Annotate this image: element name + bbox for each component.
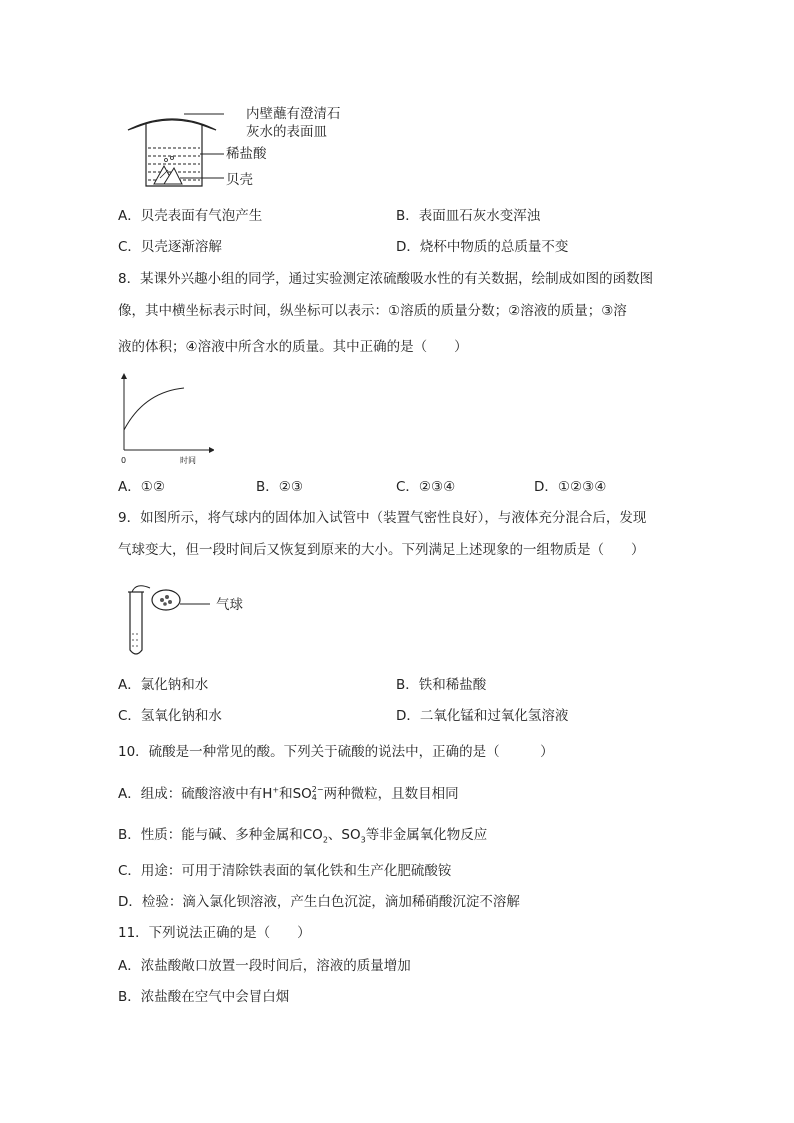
q8-option-c: C．②③④ bbox=[396, 479, 456, 495]
q9-option-d: D．二氧化锰和过氧化氢溶液 bbox=[396, 708, 569, 724]
dish-label-line2: 灰水的表面皿 bbox=[246, 124, 327, 140]
dish-label-line1: 内壁蘸有澄清石 bbox=[246, 106, 341, 122]
q9-option-b: B．铁和稀盐酸 bbox=[396, 677, 487, 693]
q10-option-a-pre: A．组成：硫酸溶液中有H bbox=[118, 786, 273, 802]
q10-option-d: D．检验：滴入氯化钡溶液，产生白色沉淀，滴加稀硝酸沉淀不溶解 bbox=[118, 894, 520, 910]
q7-option-d: D．烧杯中物质的总质量不变 bbox=[396, 239, 569, 255]
q8-option-a: A．①② bbox=[118, 479, 165, 495]
q10-option-b-mid: 、SO bbox=[327, 827, 361, 843]
beaker-figure bbox=[124, 108, 224, 192]
q9-option-c: C．氢氧化钠和水 bbox=[118, 708, 222, 724]
test-tube-figure bbox=[124, 578, 224, 662]
q10-option-b-sub1: 2 bbox=[322, 835, 328, 845]
q11-option-b: B．浓盐酸在空气中会冒白烟 bbox=[118, 989, 290, 1005]
q8-stem-line1: 8．某课外兴趣小组的同学，通过实验测定浓硫酸吸水性的有关数据，绘制成如图的函数图 bbox=[118, 271, 654, 287]
q8-origin-label: 0 bbox=[121, 456, 127, 465]
balloon-label: 气球 bbox=[216, 597, 243, 613]
q7-option-c: C．贝壳逐渐溶解 bbox=[118, 239, 222, 255]
q11-stem: 11．下列说法正确的是（ ） bbox=[118, 925, 311, 941]
q10-option-b-pre: B．性质：能与碱、多种金属和CO bbox=[118, 827, 323, 843]
q8-x-label: 时间 bbox=[180, 456, 196, 465]
q8-graph bbox=[114, 372, 214, 464]
q10-option-a bbox=[118, 785, 459, 803]
shell-label: 贝壳 bbox=[226, 172, 253, 188]
balloon bbox=[152, 590, 180, 610]
acid-label: 稀盐酸 bbox=[226, 146, 267, 162]
q10-option-a-sup2: 2− bbox=[311, 785, 324, 794]
q10-option-b bbox=[118, 826, 487, 844]
q8-stem-line2: 像，其中横坐标表示时间，纵坐标可以表示：①溶质的质量分数；②溶液的质量；③溶 bbox=[118, 303, 627, 319]
q8-stem-line3: 液的体积；④溶液中所含水的质量。其中正确的是（ ） bbox=[118, 339, 468, 355]
q7-option-a: A．贝壳表面有气泡产生 bbox=[118, 208, 263, 224]
q10-option-a-sub: 4 bbox=[311, 793, 317, 802]
q11-option-a: A．浓盐酸敞口放置一段时间后，溶液的质量增加 bbox=[118, 958, 411, 974]
q10-stem: 10．硫酸是一种常见的酸。下列关于硫酸的说法中，正确的是（ ） bbox=[118, 744, 554, 760]
test-tube bbox=[130, 592, 142, 654]
q9-stem-line2: 气球变大，但一段时间后又恢复到原来的大小。下列满足上述现象的一组物质是（ ） bbox=[118, 542, 645, 558]
q10-option-a-mid: 和SO bbox=[279, 786, 312, 802]
q7-option-b: B．表面皿石灰水变浑浊 bbox=[396, 208, 541, 224]
q10-option-c: C．用途：可用于清除铁表面的氧化铁和生产化肥硫酸铵 bbox=[118, 863, 452, 879]
q8-option-d: D．①②③④ bbox=[534, 479, 607, 495]
q9-option-a: A．氯化钠和水 bbox=[118, 677, 209, 693]
q8-curve bbox=[124, 388, 184, 430]
q10-option-a-post: 两种微粒，且数目相同 bbox=[323, 786, 459, 802]
watch-glass bbox=[128, 119, 216, 130]
q9-stem-line1: 9．如图所示，将气球内的固体加入试管中（装置气密性良好），与液体充分混合后，发现 bbox=[118, 510, 647, 526]
q10-option-b-sub2: 3 bbox=[360, 835, 366, 845]
q8-option-b: B．②③ bbox=[256, 479, 303, 495]
q10-option-a-sup1: + bbox=[272, 785, 280, 795]
q10-option-b-post: 等非金属氧化物反应 bbox=[365, 827, 488, 843]
